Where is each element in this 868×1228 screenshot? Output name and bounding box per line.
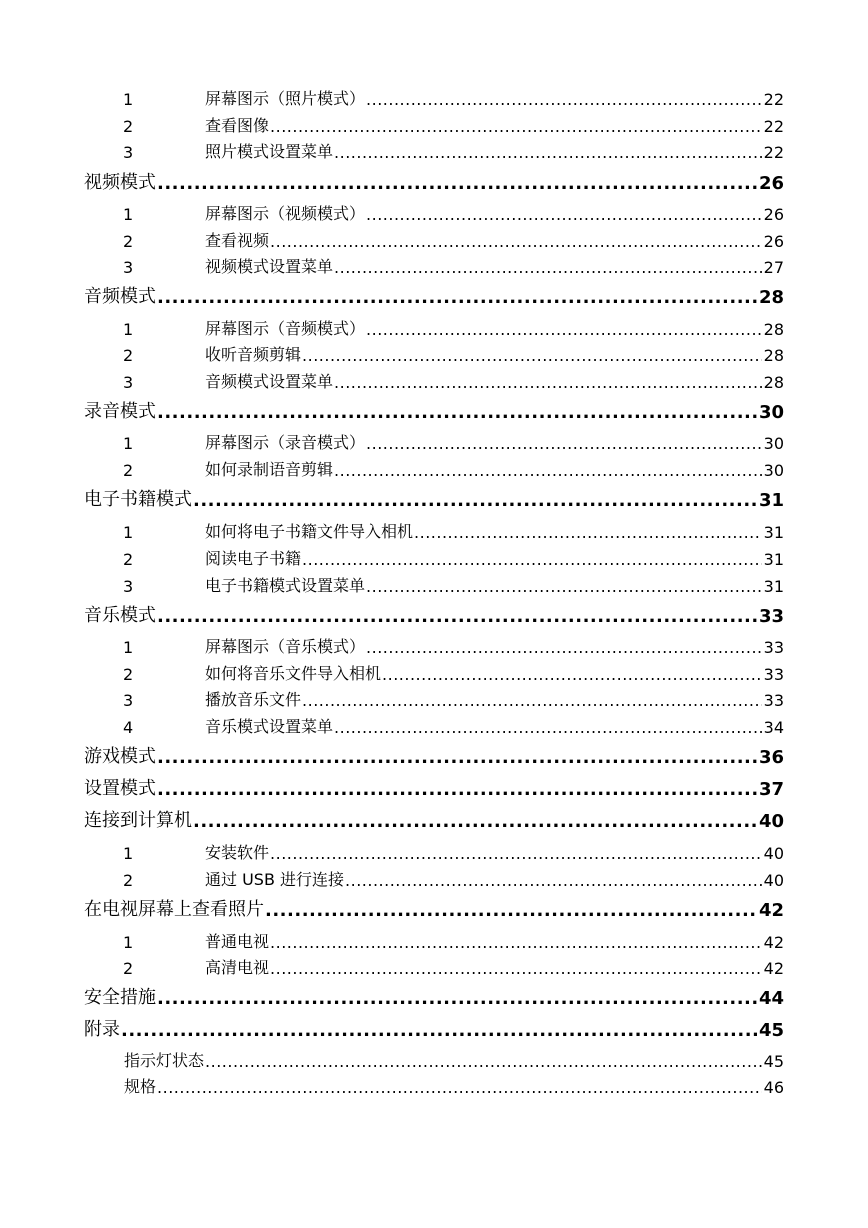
toc-section-page: 28 — [758, 287, 784, 308]
toc-section[interactable] — [84, 487, 784, 511]
toc-section-title: 附录 — [84, 1019, 120, 1040]
dot-leader — [157, 747, 757, 768]
toc-entry-page: 34 — [763, 718, 784, 737]
toc-section[interactable] — [84, 170, 784, 194]
toc-entry[interactable] — [123, 456, 784, 480]
toc-entry-number: 1 — [123, 933, 134, 952]
toc-section-title: 音乐模式 — [84, 605, 156, 626]
toc-entry[interactable] — [123, 866, 784, 890]
toc-entry-page: 42 — [763, 933, 784, 952]
toc-entry-number: 1 — [123, 320, 134, 339]
toc-entry[interactable] — [123, 633, 784, 657]
toc-entry[interactable] — [123, 253, 784, 277]
dot-leader — [366, 577, 762, 596]
toc-entry-number: 1 — [123, 523, 134, 542]
toc-entry-number: 1 — [123, 90, 134, 109]
toc-entry-title: 音频模式设置菜单 — [205, 372, 334, 391]
dot-leader — [302, 550, 762, 569]
toc-entry-title: 查看图像 — [205, 116, 270, 135]
toc-entry-page: 33 — [763, 665, 784, 684]
toc-entry-number: 2 — [123, 871, 134, 890]
dot-leader — [157, 287, 757, 308]
dot-leader — [121, 1020, 757, 1041]
dot-leader — [366, 90, 762, 109]
toc-section-title: 安全措施 — [84, 987, 156, 1008]
toc-entry-title: 如何将音乐文件导入相机 — [205, 664, 382, 683]
toc-section[interactable] — [84, 808, 784, 832]
dot-leader — [302, 691, 762, 710]
toc-entry-title: 规格 — [124, 1077, 157, 1096]
toc-entry-number: 2 — [123, 346, 134, 365]
toc-entry-number: 2 — [123, 232, 134, 251]
toc-entry[interactable] — [123, 839, 784, 863]
toc-section-title: 音频模式 — [84, 286, 156, 307]
toc-entry-number: 2 — [123, 117, 134, 136]
dot-leader — [157, 606, 757, 627]
toc-section-title: 电子书籍模式 — [84, 489, 192, 510]
toc-entry[interactable] — [123, 429, 784, 453]
dot-leader — [414, 523, 762, 542]
toc-entry-number: 4 — [123, 718, 134, 737]
toc-entry-title: 高清电视 — [205, 958, 270, 977]
dot-leader — [366, 638, 762, 657]
toc-section[interactable] — [84, 744, 784, 768]
toc-entry-number: 1 — [123, 638, 134, 657]
dot-leader — [334, 143, 762, 162]
dot-leader — [334, 718, 762, 737]
dot-leader — [270, 933, 762, 952]
toc-entry-title: 屏幕图示（录音模式） — [205, 433, 366, 452]
toc-entry[interactable] — [123, 572, 784, 596]
toc-section-title: 设置模式 — [84, 778, 156, 799]
toc-section-page: 37 — [758, 779, 784, 800]
toc-entry-title: 如何将电子书籍文件导入相机 — [205, 522, 414, 541]
toc-section[interactable] — [84, 399, 784, 423]
toc-entry-title: 通过 USB 进行连接 — [205, 870, 345, 889]
toc-entry-number: 3 — [123, 577, 134, 596]
dot-leader — [334, 373, 762, 392]
toc-entry-number: 1 — [123, 205, 134, 224]
dot-leader — [157, 779, 757, 800]
toc-entry[interactable] — [123, 85, 784, 109]
toc-section[interactable] — [84, 985, 784, 1009]
toc-entry-number: 2 — [123, 959, 134, 978]
dot-leader — [382, 665, 762, 684]
toc-entry-page: 28 — [763, 320, 784, 339]
dot-leader — [193, 811, 757, 832]
toc-entry[interactable] — [123, 660, 784, 684]
toc-entry[interactable] — [123, 368, 784, 392]
toc-entry-page: 40 — [763, 871, 784, 890]
toc-section-page: 42 — [758, 900, 784, 921]
toc-entry-number: 2 — [123, 665, 134, 684]
toc-entry-title: 视频模式设置菜单 — [205, 257, 334, 276]
dot-leader — [270, 117, 762, 136]
toc-entry-number: 1 — [123, 844, 134, 863]
toc-entry[interactable] — [124, 1047, 784, 1071]
toc-entry-title: 照片模式设置菜单 — [205, 142, 334, 161]
toc-section[interactable] — [84, 776, 784, 800]
toc-entry-page: 33 — [763, 691, 784, 710]
dot-leader — [265, 900, 757, 921]
toc-section-title: 在电视屏幕上查看照片 — [84, 899, 264, 920]
toc-section[interactable] — [84, 603, 784, 627]
toc-entry-title: 普通电视 — [205, 932, 270, 951]
toc-entry[interactable] — [123, 928, 784, 952]
toc-entry-title: 电子书籍模式设置菜单 — [205, 576, 366, 595]
toc-section[interactable] — [84, 284, 784, 308]
toc-entry-number: 3 — [123, 691, 134, 710]
toc-section-title: 游戏模式 — [84, 746, 156, 767]
toc-entry-page: 31 — [763, 550, 784, 569]
toc-entry-page: 42 — [763, 959, 784, 978]
dot-leader — [157, 1078, 762, 1097]
toc-section-page: 30 — [758, 402, 784, 423]
dot-leader — [366, 205, 762, 224]
toc-entry-page: 28 — [763, 373, 784, 392]
toc-section[interactable] — [84, 1017, 784, 1041]
toc-section-page: 36 — [758, 747, 784, 768]
toc-entry-page: 26 — [763, 232, 784, 251]
toc-entry-page: 33 — [763, 638, 784, 657]
toc-entry-title: 指示灯状态 — [124, 1051, 205, 1070]
toc-section-title: 视频模式 — [84, 172, 156, 193]
toc-section-title: 连接到计算机 — [84, 810, 192, 831]
toc-entry-page: 31 — [763, 577, 784, 596]
toc-entry-title: 屏幕图示（视频模式） — [205, 204, 366, 223]
toc-entry-page: 22 — [763, 143, 784, 162]
toc-entry-title: 音乐模式设置菜单 — [205, 717, 334, 736]
dot-leader — [157, 173, 757, 194]
dot-leader — [302, 346, 762, 365]
toc-entry-page: 46 — [763, 1078, 784, 1097]
toc-entry-title: 查看视频 — [205, 231, 270, 250]
toc-entry[interactable] — [123, 227, 784, 251]
dot-leader — [345, 871, 762, 890]
toc-entry-page: 30 — [763, 434, 784, 453]
toc-entry-title: 安装软件 — [205, 843, 270, 862]
toc-entry-page: 22 — [763, 90, 784, 109]
dot-leader — [193, 490, 757, 511]
toc-entry[interactable] — [123, 545, 784, 569]
toc-section-title: 录音模式 — [84, 401, 156, 422]
toc-entry[interactable] — [123, 315, 784, 339]
dot-leader — [205, 1052, 762, 1071]
toc-entry-number: 3 — [123, 373, 134, 392]
toc-entry-page: 22 — [763, 117, 784, 136]
toc-entry-page: 31 — [763, 523, 784, 542]
toc-entry[interactable] — [123, 341, 784, 365]
toc-entry[interactable] — [123, 686, 784, 710]
toc-entry-page: 27 — [763, 258, 784, 277]
toc-section-page: 40 — [758, 811, 784, 832]
toc-entry-number: 3 — [123, 143, 134, 162]
toc-entry[interactable] — [123, 518, 784, 542]
toc-entry-page: 28 — [763, 346, 784, 365]
dot-leader — [157, 988, 757, 1009]
toc-entry[interactable] — [123, 112, 784, 136]
toc-entry[interactable] — [123, 138, 784, 162]
dot-leader — [366, 320, 762, 339]
toc-entry-page: 26 — [763, 205, 784, 224]
dot-leader — [334, 258, 762, 277]
toc-section[interactable] — [84, 897, 784, 921]
dot-leader — [157, 402, 757, 423]
toc-entry-page: 30 — [763, 461, 784, 480]
toc-entry-title: 屏幕图示（照片模式） — [205, 89, 366, 108]
dot-leader — [334, 461, 762, 480]
toc-entry[interactable] — [123, 200, 784, 224]
toc-entry[interactable] — [123, 954, 784, 978]
toc-entry-number: 2 — [123, 550, 134, 569]
dot-leader — [366, 434, 762, 453]
toc-section-page: 44 — [758, 988, 784, 1009]
toc-entry-number: 3 — [123, 258, 134, 277]
toc-entry-number: 1 — [123, 434, 134, 453]
toc-section-page: 45 — [758, 1020, 784, 1041]
toc-entry-title: 屏幕图示（音频模式） — [205, 319, 366, 338]
toc-section-page: 26 — [758, 173, 784, 194]
toc-entry-title: 播放音乐文件 — [205, 690, 302, 709]
dot-leader — [270, 959, 762, 978]
toc-entry-title: 阅读电子书籍 — [205, 549, 302, 568]
toc-section-page: 31 — [758, 490, 784, 511]
toc-entry-title: 收听音频剪辑 — [205, 345, 302, 364]
dot-leader — [270, 844, 762, 863]
toc-entry-number: 2 — [123, 461, 134, 480]
toc-section-page: 33 — [758, 606, 784, 627]
toc-entry[interactable] — [123, 713, 784, 737]
toc-entry[interactable] — [124, 1073, 784, 1097]
dot-leader — [270, 232, 762, 251]
toc-entry-page: 45 — [763, 1052, 784, 1071]
toc-entry-title: 屏幕图示（音乐模式） — [205, 637, 366, 656]
toc-entry-page: 40 — [763, 844, 784, 863]
toc-entry-title: 如何录制语音剪辑 — [205, 460, 334, 479]
